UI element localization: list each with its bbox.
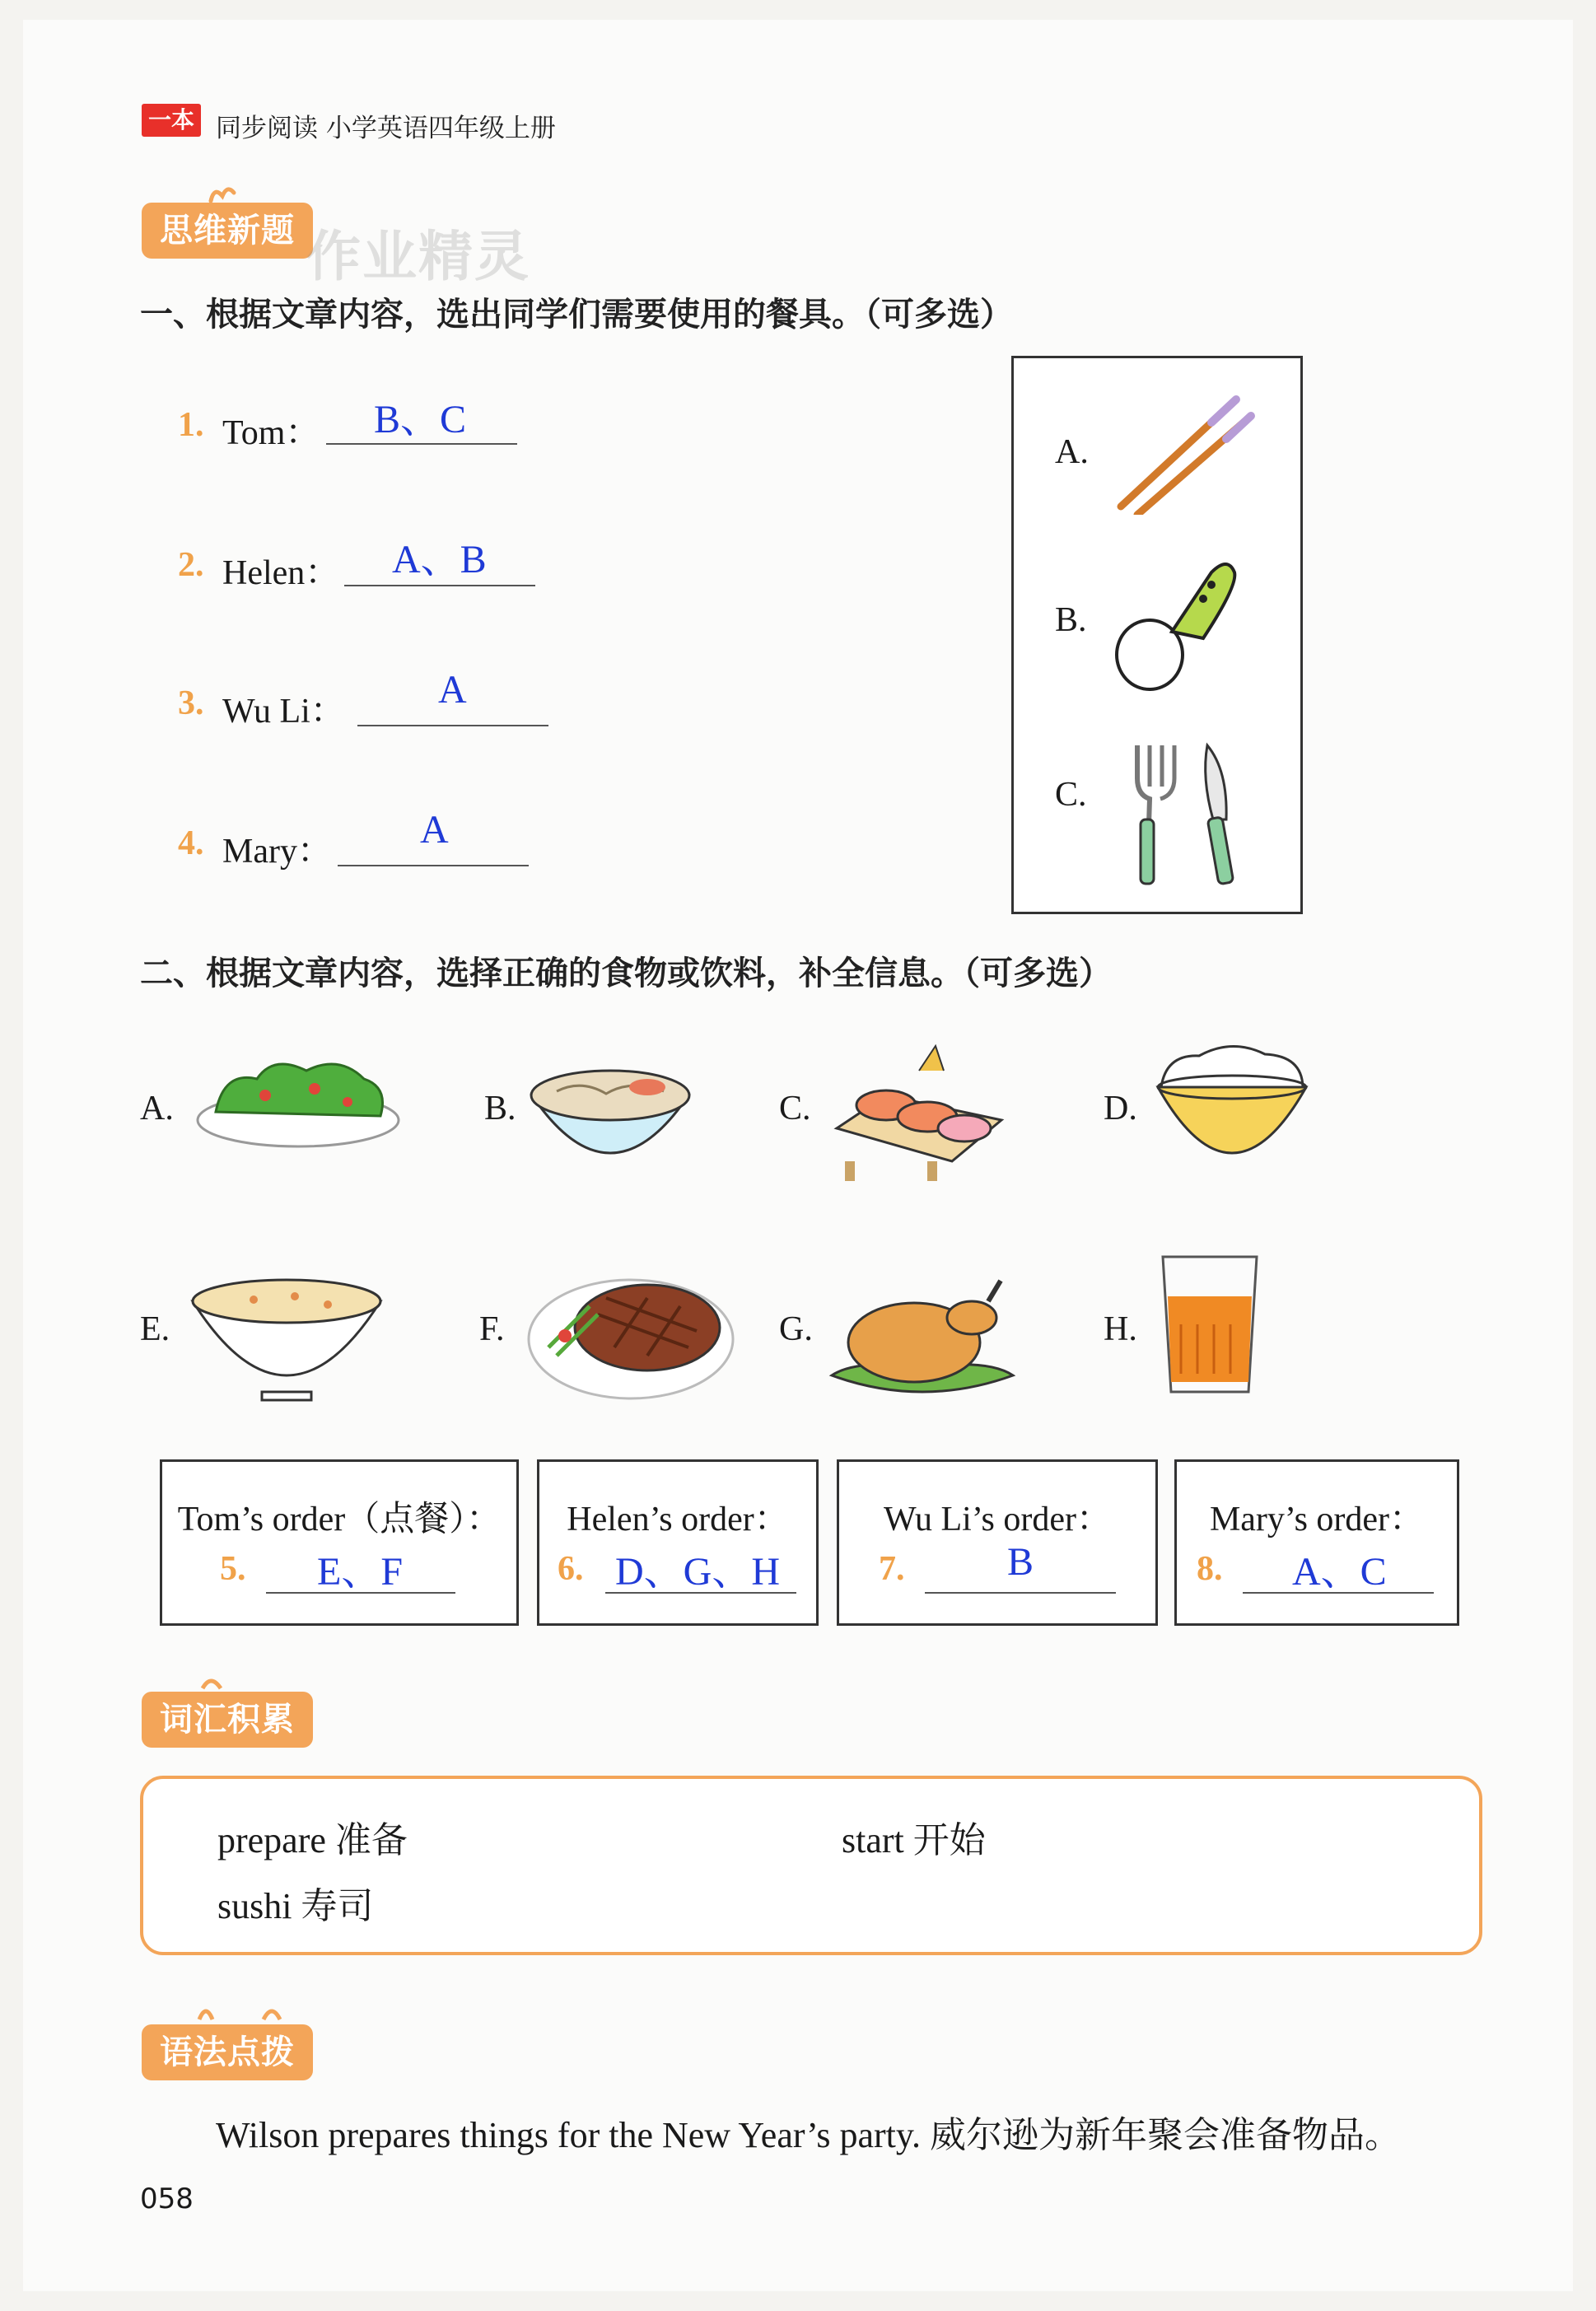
vocabulary-box bbox=[140, 1776, 1482, 1955]
order-title: Mary’s order： bbox=[1209, 1501, 1425, 1538]
question-number: 5. bbox=[220, 1550, 246, 1588]
watermark: 作业精灵 bbox=[306, 225, 530, 288]
order-box-5 bbox=[160, 1459, 519, 1626]
noodle-bowl-icon bbox=[524, 1046, 697, 1194]
spoon-icon bbox=[1104, 539, 1244, 696]
option-letter: B. bbox=[1055, 601, 1087, 639]
section-badge-thinking: 思维新题 bbox=[142, 203, 313, 259]
option-letter: B. bbox=[484, 1090, 516, 1127]
section1-instruction: 一、根据文章内容，选出同学们需要使用的餐具。（可多选） bbox=[140, 296, 1013, 334]
option-letter: H. bbox=[1104, 1310, 1137, 1348]
option-letter: C. bbox=[779, 1090, 811, 1127]
question-number: 2. bbox=[178, 546, 204, 584]
option-letter: E. bbox=[140, 1310, 170, 1348]
question-name: Helen： bbox=[222, 554, 340, 592]
vocab-item: prepare 准备 bbox=[217, 1820, 408, 1860]
answer-text: B bbox=[1007, 1540, 1034, 1584]
grammar-sentence: Wilson prepares things for the New Year’s party. 威尔逊为新年聚会准备物品。 bbox=[216, 2115, 1402, 2155]
orange-juice-icon bbox=[1156, 1250, 1263, 1398]
fork-and-knife-icon bbox=[1104, 712, 1269, 894]
question-number: 4. bbox=[178, 824, 204, 862]
answer-text: B、C bbox=[374, 398, 467, 441]
order-title: Helen’s order： bbox=[567, 1501, 789, 1538]
order-box-8 bbox=[1174, 1459, 1459, 1626]
salad-icon bbox=[191, 1038, 405, 1153]
vocab-item: start 开始 bbox=[842, 1820, 986, 1860]
question-number: 8. bbox=[1197, 1550, 1223, 1588]
utensil-options-box bbox=[1011, 356, 1303, 914]
answer-text: A bbox=[438, 668, 467, 712]
answer-text: A、B bbox=[392, 538, 487, 581]
question-name: Mary： bbox=[222, 833, 332, 871]
answer-text: D、G、H bbox=[615, 1550, 780, 1594]
book-title: 同步阅读 小学英语四年级上册 bbox=[216, 114, 556, 143]
section-badge-vocabulary: 词汇积累 bbox=[142, 1692, 313, 1748]
brand-logo: 一本 bbox=[142, 104, 201, 137]
order-title: Wu Li’s order： bbox=[884, 1501, 1111, 1538]
order-box-7 bbox=[837, 1459, 1158, 1626]
answer-blank[interactable] bbox=[357, 723, 548, 726]
question-name: Tom： bbox=[222, 414, 320, 452]
option-letter: C. bbox=[1055, 776, 1087, 814]
steak-icon bbox=[524, 1257, 738, 1405]
question-number: 7. bbox=[879, 1550, 905, 1588]
roast-chicken-icon bbox=[824, 1260, 1021, 1400]
option-letter: A. bbox=[140, 1090, 174, 1127]
question-number: 6. bbox=[558, 1550, 584, 1588]
option-letter: G. bbox=[779, 1310, 813, 1348]
chopsticks-icon bbox=[1104, 375, 1261, 515]
answer-text: A bbox=[420, 808, 449, 852]
question-name: Wu Li： bbox=[222, 693, 345, 731]
soup-bowl-icon bbox=[188, 1268, 385, 1408]
question-number: 1. bbox=[178, 406, 204, 444]
option-letter: A. bbox=[1055, 433, 1089, 471]
page-number: 058 bbox=[140, 2183, 194, 2215]
rice-bowl-icon bbox=[1150, 1038, 1314, 1178]
section2-instruction: 二、根据文章内容，选择正确的食物或饮料，补全信息。（可多选） bbox=[140, 955, 1112, 992]
option-letter: D. bbox=[1104, 1090, 1137, 1127]
answer-text: E、F bbox=[317, 1550, 404, 1594]
order-title: Tom’s order（点餐）： bbox=[177, 1501, 502, 1538]
order-box-6 bbox=[537, 1459, 819, 1626]
vocab-item: sushi 寿司 bbox=[217, 1886, 374, 1926]
sushi-icon bbox=[828, 1038, 1010, 1186]
option-letter: F. bbox=[479, 1310, 505, 1348]
section-badge-grammar: 语法点拨 bbox=[142, 2024, 313, 2080]
question-number: 3. bbox=[178, 684, 204, 722]
answer-text: A、C bbox=[1292, 1550, 1387, 1594]
answer-blank[interactable] bbox=[925, 1590, 1116, 1594]
answer-blank[interactable] bbox=[338, 863, 529, 866]
